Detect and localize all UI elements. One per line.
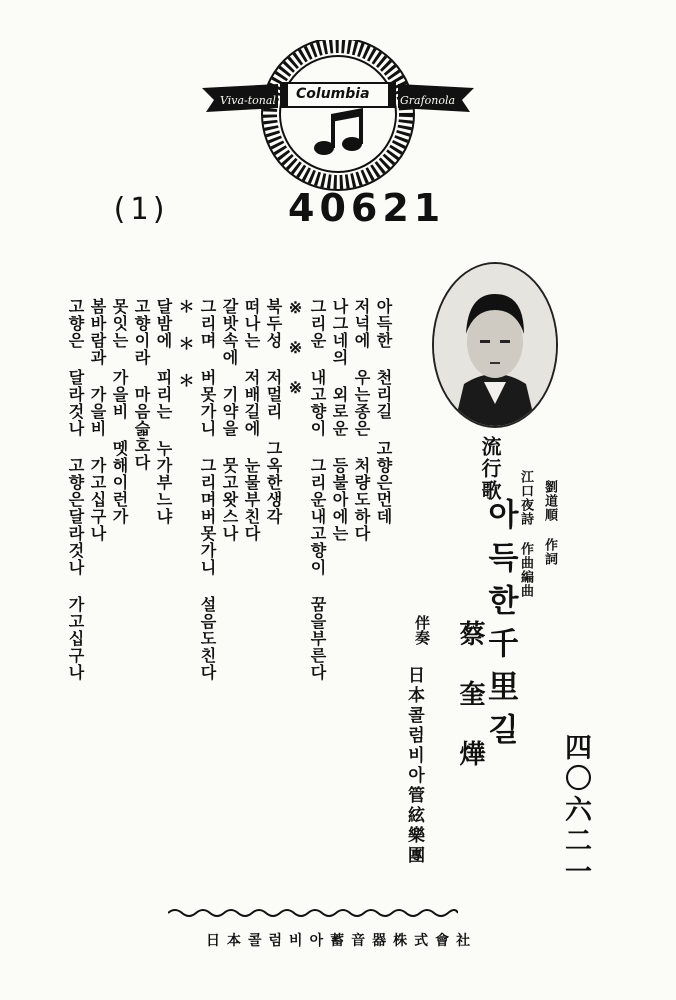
lyric-line: 북두성 저멀리 그옥한생각 bbox=[264, 298, 283, 525]
lyric-separator: ＊ ＊ ＊ bbox=[176, 298, 195, 389]
company-name: 日本콜럼비아蓄音器株式會社 bbox=[206, 933, 478, 949]
song-title: 아득한千里길 bbox=[482, 498, 518, 756]
lyric-line: 나그네의 외로운 등불아에는 bbox=[330, 298, 349, 542]
lyric-line: 갈밧속에 기약을 뭇고왓스나 bbox=[220, 298, 239, 542]
lyric-line: 봄바람과 가을비 가고십구나 bbox=[88, 298, 107, 542]
record-number: 40621 bbox=[288, 186, 446, 230]
lyric-line: 고향은 달라것나 고향은달라것나 가고십구나 bbox=[66, 298, 85, 681]
footer-wavy-divider bbox=[168, 905, 458, 919]
lyric-line: 못잇는 가을비 멧해이런가 bbox=[110, 298, 129, 525]
catalog-number-hanja: 四〇六二一 bbox=[560, 733, 591, 888]
lyric-line: 그리운 내고향이 그리운내고향이 꿈을부른다 bbox=[308, 298, 327, 681]
logo-right-text: Grafonola bbox=[400, 94, 456, 107]
genre-label: 流行歌 bbox=[478, 436, 502, 502]
logo-left-text: Viva-tonal bbox=[220, 94, 276, 107]
columbia-logo bbox=[196, 40, 480, 200]
singer-name: 蔡奎燁 bbox=[455, 620, 485, 800]
composer-credit: 江口夜詩 作曲編曲 bbox=[518, 470, 533, 598]
lyric-line: 저넉에 우는종은 처량도하다 bbox=[352, 298, 371, 542]
lyricist-credit: 劉道順 作詞 bbox=[542, 480, 557, 566]
lyric-line: 아득한 천리길 고향은먼데 bbox=[374, 298, 393, 525]
side-number: (1) bbox=[110, 192, 171, 227]
lyric-separator: ※ ※ ※ bbox=[286, 298, 305, 398]
lyric-line: 달밤에 피리는 누가부느냐 bbox=[154, 298, 173, 525]
accompaniment-label: 伴奏 bbox=[413, 615, 431, 645]
orchestra-name: 日本콜럼비아管絃樂團 bbox=[404, 666, 424, 866]
singer-portrait bbox=[432, 262, 558, 428]
lyric-line: 고향이라 마음슯호다 bbox=[132, 298, 151, 471]
logo-center-text: Columbia bbox=[296, 86, 370, 102]
lyric-line: 그리며 버못가니 그리며버못가니 설음도친다 bbox=[198, 298, 217, 681]
lyric-line: 떠나는 저배길에 눈물부친다 bbox=[242, 298, 261, 542]
